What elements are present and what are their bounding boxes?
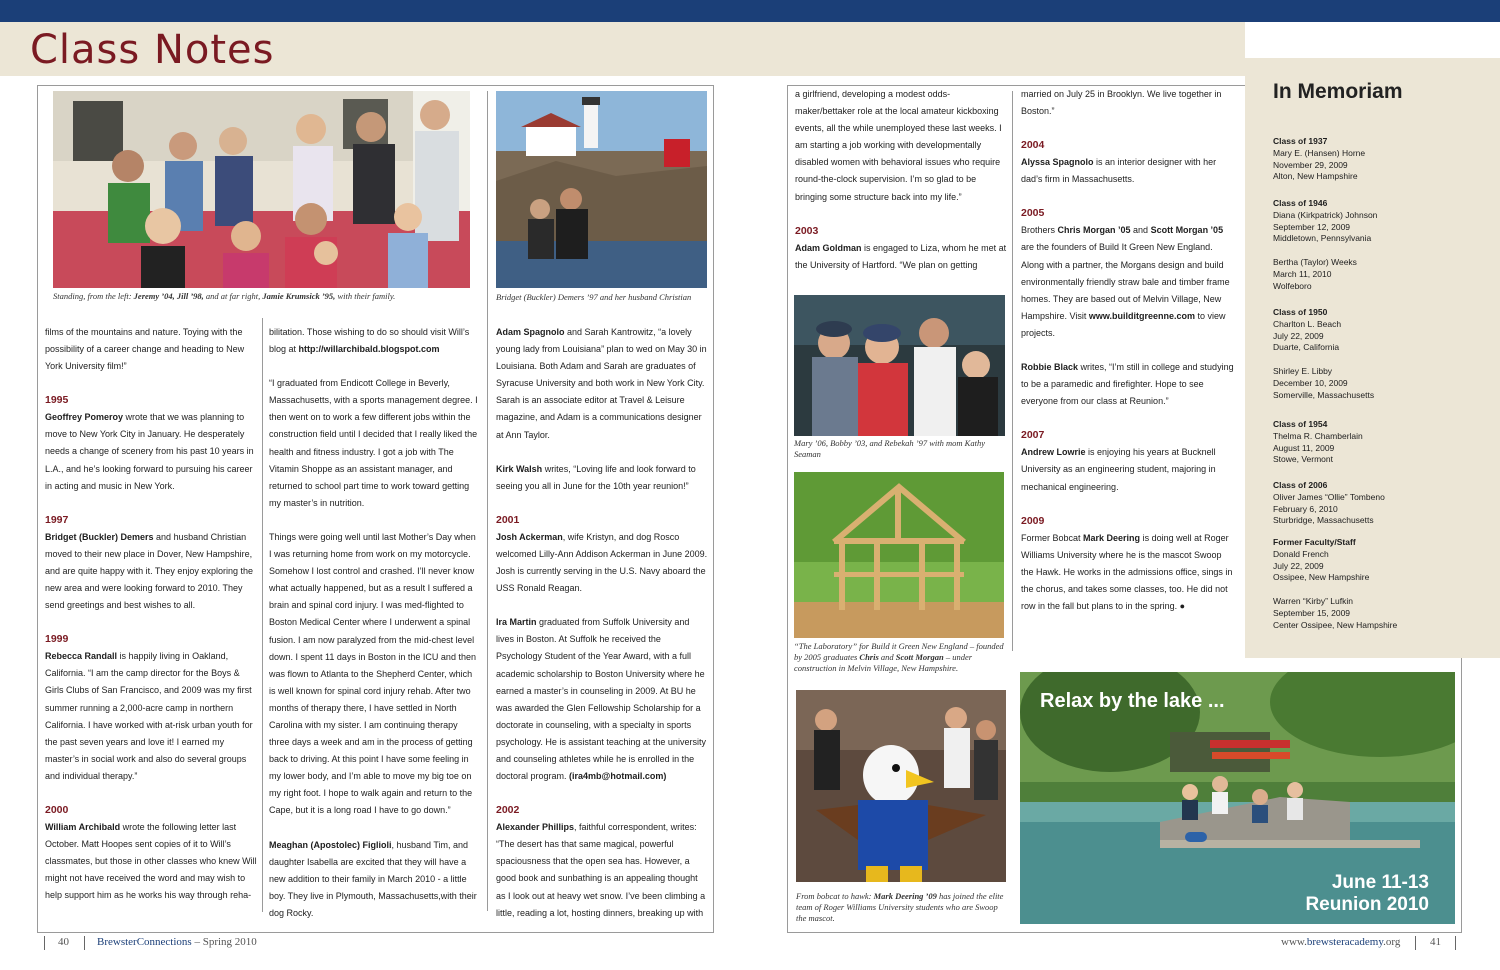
note-paragraph — [1021, 427, 1234, 495]
memoriam-name: Bertha (Taylor) Weeks — [1273, 257, 1357, 268]
timber-frame-caption — [794, 641, 1009, 674]
note-paragraph — [269, 324, 480, 358]
bold-name: William Archibald — [45, 821, 121, 832]
text-run: writes, “Loving life and look forward to seeing you all in June for the 10th year reunion!” — [496, 463, 696, 491]
memoriam-class-label: Class of 1950 — [1273, 307, 1328, 317]
note-paragraph — [1021, 137, 1234, 188]
text-run: is happily living in Oakland, California. “I am the camp director for the Boys & Girls Clubs of San Francisco, and 2009 was my first summer running a 2,000-acre camp in northern California. I have worked with at-risk urban youth for the past seven years and love it! I earned my master’s in social work and also do several groups and individual therapy.” — [45, 651, 253, 781]
memoriam-place: Duarte, California — [1273, 342, 1340, 353]
memoriam-name: Shirley E. Libby — [1273, 366, 1333, 377]
class-year-heading: 2000 — [45, 803, 69, 816]
bold-name: Andrew Lowrie — [1021, 447, 1086, 458]
memoriam-entry — [1273, 366, 1493, 401]
lighthouse-photo — [496, 91, 707, 288]
column-divider — [262, 318, 263, 912]
memoriam-name: Mary E. (Hansen) Horne — [1273, 147, 1366, 158]
memoriam-group — [1273, 198, 1493, 293]
note-paragraph — [496, 512, 708, 597]
class-year-heading: 2001 — [496, 513, 520, 526]
memoriam-date: November 29, 2009 — [1273, 159, 1348, 170]
text-run: has joined the elite team of Roger Williams University students who are Swoop the mascot. — [796, 891, 1004, 923]
memoriam-place: Middletown, Pennsylvania — [1273, 233, 1372, 244]
text-run: is engaged to Liza, whom he met at the University of Hartford. “We plan on getting — [795, 242, 1007, 270]
text-run: Mary ’06, Bobby ’03, and Rebekah ’97 with mom Kathy Seaman — [794, 438, 985, 459]
footer-page-number-left: 40 — [58, 936, 69, 948]
memoriam-group — [1273, 537, 1493, 632]
bold-name: Kirk Walsh — [496, 463, 543, 474]
promo-date — [1305, 872, 1429, 916]
text-run: wrote that we was planning to move to New York City in January. He desperately needs a change of scenery from his past 10 years in L.A., and he’s looking forward to pursuing his career in acting and music in New York. — [45, 412, 254, 491]
bold-name: Alyssa Spagnolo — [1021, 157, 1094, 168]
promo-event: Reunion 2010 — [1305, 894, 1429, 915]
memoriam-group — [1273, 480, 1493, 527]
footer-page-number-right: 41 — [1430, 936, 1441, 948]
text-run: , wife Kristyn, and dog Rosco welcomed Lilly-Ann Addison Ackerman in June 2009. Josh is currently serving in the U.S. Navy aboard the USS Ronald Reagan. — [496, 531, 708, 594]
note-paragraph — [45, 324, 258, 375]
text-run: with their family. — [335, 291, 396, 301]
memoriam-date: July 22, 2009 — [1273, 330, 1324, 341]
text-run: From bobcat to hawk: — [796, 891, 874, 901]
class-year-heading: 1995 — [45, 394, 69, 407]
memoriam-date: March 11, 2010 — [1273, 268, 1332, 279]
mascot-photo — [796, 690, 1006, 882]
column-divider — [487, 91, 488, 911]
text-run: a girlfriend, developing a modest odds-maker/bettaker role at the local amateur kickboxing events, all the while unemployed these last weeks. I am starting a job working with developmentally disabled women with behavioral issues who require round-the-clock supervision. I’m so glad to be bringing some structure back into my life.” — [795, 89, 1002, 202]
text-run: Standing, from the left: — [53, 291, 134, 301]
memoriam-name: Donald French — [1273, 548, 1329, 559]
memoriam-date: July 22, 2009 — [1273, 560, 1324, 571]
footer-rule — [44, 936, 45, 950]
note-paragraph — [496, 614, 708, 785]
footer-site-name: brewsteracademy — [1306, 936, 1384, 948]
memoriam-entry — [1273, 210, 1493, 245]
text-run: is enjoying his years at Bucknell University as an engineering student, majoring in mechanical engineering. — [1021, 447, 1216, 492]
text-run: writes, “I’m still in college and studying to be a paramedic and firefighter. Hope to see everyone from our class at Reunion.” — [1021, 362, 1234, 407]
memoriam-date: December 10, 2009 — [1273, 377, 1348, 388]
text-run: – under construction in Melvin Village, New Hampshire. — [794, 652, 973, 673]
note-paragraph — [1021, 86, 1234, 120]
bold-name: Bridget (Buckler) Demers — [45, 531, 154, 542]
memoriam-entry — [1273, 549, 1493, 584]
group-photo-caption — [794, 438, 994, 460]
memoriam-name: Oliver James “Ollie” Tombeno — [1273, 491, 1385, 502]
notes-column-1 — [45, 324, 258, 909]
footer-publication — [97, 936, 257, 948]
memoriam-date: September 15, 2009 — [1273, 607, 1351, 618]
memoriam-entry — [1273, 492, 1493, 527]
text-run: Brothers — [1021, 225, 1058, 236]
bold-name: Robbie Black — [1021, 362, 1079, 373]
text-run: and at far right, — [203, 291, 263, 301]
text-run: is doing well at Roger Williams University where he is the mascot Swoop the Hawk. He works in the admissions office, sings in the chorus, and takes some classes, too. He did not row in the fall but plans to in the spring. ● — [1021, 532, 1233, 611]
note-paragraph — [496, 461, 708, 495]
note-paragraph — [496, 802, 708, 922]
note-paragraph — [795, 223, 1007, 274]
notes-column-5 — [1021, 86, 1234, 621]
note-paragraph — [45, 802, 258, 904]
bold-name: Adam Spagnolo — [496, 327, 565, 337]
footer-site-prefix: www. — [1281, 936, 1307, 948]
memoriam-place: Somerville, Massachusetts — [1273, 389, 1375, 400]
memoriam-name: Diana (Kirkpatrick) Johnson — [1273, 209, 1378, 220]
class-year-heading: 1999 — [45, 633, 69, 646]
notes-column-2 — [269, 324, 480, 929]
promo-headline: Relax by the lake ... — [1040, 690, 1225, 712]
memoriam-name: Thelma R. Chamberlain — [1273, 430, 1363, 441]
bold-name: Chris — [859, 652, 879, 662]
note-paragraph — [269, 529, 480, 820]
text-run: and — [1130, 225, 1151, 236]
bold-name: www.builditgreenne.com — [1088, 310, 1196, 321]
text-run: bilitation. Those wishing to do so should visit Will’s blog at — [269, 327, 470, 355]
bold-name: Scott Morgan — [895, 652, 944, 662]
text-run: married on July 25 in Brooklyn. We live together in Boston.” — [1021, 89, 1222, 117]
footer-site-suffix: .org — [1383, 936, 1401, 948]
memoriam-place: Stowe, Vermont — [1273, 454, 1334, 465]
text-run: “I graduated from Endicott College in Beverly, Massachusetts, with a sports management degree. I then went on to work a few different jobs within the construction field until I decided that I really liked the health and fitness industry. I got a job with The Vitamin Shoppe as an assistant manager, and returned to school part time to work toward getting my master’s in nutrition. — [269, 378, 478, 508]
footer-rule — [84, 936, 85, 950]
footer-issue: – Spring 2010 — [191, 936, 257, 948]
bold-name: Scott Morgan ’05 — [1150, 225, 1224, 236]
memoriam-date: August 11, 2009 — [1273, 442, 1335, 453]
text-run: graduated from Suffolk University and lives in Boston. At Suffolk he received the Psychology Student of the Year Award, with a full academic scholarship to Boston University where he earned a master’s in counseling in 2009. At BU he was awarded the Glen Fellowship Scholarship for a doctorate in counseling, with a specialty in sports psychology. He is assistant teaching at the university and counseling athletes while he is enrolled in the doctoral program. — [496, 617, 706, 782]
text-run: to view projects. — [1021, 310, 1226, 338]
bold-name: Mark Deering ’09 — [873, 891, 937, 901]
memoriam-name: Charlton L. Beach — [1273, 318, 1342, 329]
reunion-promo-photo — [1020, 672, 1455, 924]
bold-name: http://willarchibald.blogspot.com — [298, 344, 440, 355]
bold-name: Ira Martin — [496, 617, 537, 628]
top-color-bar — [0, 0, 1500, 22]
memoriam-place: Alton, New Hampshire — [1273, 171, 1358, 182]
lighthouse-photo-caption — [496, 292, 716, 303]
memoriam-class-label: Class of 1946 — [1273, 198, 1328, 208]
bold-name: (ira4mb@hotmail.com) — [569, 771, 667, 782]
text-run: wrote the following letter last October. Matt Hoopes sent copies of it to Will’s classmates, but those in other classes who knew Will might not have received the word and may wish to help support him as he works his way through reha- — [45, 821, 257, 901]
note-paragraph — [1021, 205, 1234, 342]
note-paragraph — [496, 324, 708, 444]
footer-rule — [1455, 936, 1456, 950]
page-title: Class Notes — [30, 27, 275, 73]
footer-website[interactable] — [1281, 936, 1400, 948]
bold-name: Jeremy ’04, Jill ’98, — [133, 291, 204, 301]
memoriam-place: Sturbridge, Massachusetts — [1273, 515, 1374, 526]
memoriam-class-label: Class of 1937 — [1273, 136, 1328, 146]
group-photo — [794, 295, 1005, 436]
bold-name: Josh Ackerman — [496, 531, 563, 542]
timber-frame-photo — [794, 472, 1004, 638]
note-paragraph — [269, 375, 480, 512]
bold-name: Geoffrey Pomeroy — [45, 412, 124, 423]
class-year-heading: 2003 — [795, 224, 819, 237]
class-year-heading: 2002 — [496, 804, 520, 817]
memoriam-date: September 12, 2009 — [1273, 221, 1351, 232]
memoriam-entry — [1273, 596, 1493, 631]
notes-column-4 — [795, 86, 1007, 276]
memoriam-name: Warren “Kirby” Lufkin — [1273, 596, 1353, 607]
note-paragraph — [795, 86, 1007, 206]
bold-name: Meaghan (Apostolec) Figlioli — [269, 839, 392, 850]
class-year-heading: 2004 — [1021, 139, 1045, 152]
memoriam-group — [1273, 136, 1493, 183]
mascot-photo-caption — [796, 891, 1008, 924]
text-run: and — [878, 652, 896, 662]
memoriam-place: Wolfeboro — [1273, 280, 1312, 291]
text-run: Things were going well until last Mother’s Day when I was returning home from work on my motorcycle. Somehow I lost control and crashed. I’ll never know what actually happened, but as a result I suffered a brain and spinal cord injury. I was med-flighted to Boston Medical Center where I underwent a spinal fusion. I am now paralyzed from the mid-chest level down. I spent 11 days in Boston in the ICU and then was flown to Atlanta to the Shepherd Center, which is well known for spinal cord injury rehab. After two months of therapy there, I have settled in North Carolina with my sister. I am continuing therapy three days a week and am in the process of getting back to driving. At this point I have some feeling in my lower body, and I’m able to move my big toe on my right foot. I hope to walk again and return to the Cape, but it is a long road I have to go down.” — [269, 531, 476, 816]
bold-name: Rebecca Randall — [45, 651, 118, 662]
footer-rule — [1415, 936, 1416, 950]
text-run: Bridget (Buckler) Demers ’97 and her husband Christian — [496, 292, 692, 302]
text-run: and Sarah Kantrowitz, “a lovely young lady from Louisiana” plan to wed on May 30 in Louisiana. Both Adam and Sarah are graduates of Syracuse University and both work in New York City. Sarah is an associate editor at Travel & Leisure magazine, and Adam is a communications designer at Ann Taylor. — [496, 327, 707, 440]
column-divider — [1012, 91, 1013, 651]
class-year-heading: 2005 — [1021, 207, 1045, 220]
text-run: , faithful correspondent, writes: “The desert has that same magical, powerful spaciousness that the open sea has. However, a good book and sunbathing is an appealing thought as I look out at heavy wet snow. I’ve been climbing a little, reading a lot, hosting dinners, breaking up with — [496, 822, 706, 918]
text-run: are the founders of Build It Green New England. Along with a partner, the Morgans design and build environmentally friendly straw bale and timber frame homes. They are based out of Melvin Village, New Hampshire. Visit — [1021, 242, 1230, 321]
text-run: is an interior designer with her dad’s firm in Massachusetts. — [1021, 157, 1217, 185]
notes-column-3 — [496, 324, 708, 929]
note-paragraph — [1021, 359, 1234, 410]
memoriam-place: Ossipee, New Hampshire — [1273, 572, 1370, 583]
memoriam-group — [1273, 419, 1493, 466]
in-memoriam-title: In Memoriam — [1273, 80, 1403, 103]
text-run: , husband Tim, and daughter Isabella are excited that they will have a new addition to their family in March 2010 - a little boy. They live in Plymouth, Massachusetts,with their dog Rocky. — [269, 839, 477, 918]
note-paragraph — [1021, 513, 1234, 615]
bold-name: Alexander Phillips — [496, 822, 575, 833]
text-run: “The Laboratory” for Build it Green New England – founded by 2005 graduates — [794, 641, 1004, 662]
note-paragraph — [45, 631, 258, 785]
class-year-heading: 1997 — [45, 513, 69, 526]
memoriam-date: February 6, 2010 — [1273, 503, 1338, 514]
promo-date-range: June 11-13 — [1331, 872, 1429, 893]
note-paragraph — [45, 392, 258, 494]
family-photo — [53, 91, 470, 288]
footer-brand: BrewsterConnections — [97, 936, 192, 948]
memoriam-class-label: Former Faculty/Staff — [1273, 537, 1356, 547]
memoriam-class-label: Class of 1954 — [1273, 419, 1328, 429]
in-memoriam-sidebar — [1245, 58, 1500, 658]
memoriam-entry — [1273, 319, 1493, 354]
bold-name: Mark Deering — [1083, 532, 1141, 543]
memoriam-place: Center Ossipee, New Hampshire — [1273, 619, 1398, 630]
bold-name: Chris Morgan ’05 — [1057, 225, 1131, 236]
memoriam-entry — [1273, 431, 1493, 466]
class-year-heading: 2007 — [1021, 429, 1045, 442]
note-paragraph — [269, 837, 480, 922]
text-run: and husband Christian moved to their new place in Dover, New Hampshire, and are quite happy with it. They enjoy exploring the new area and were looking forward to 2010. They send greetings and best wishes to all. — [45, 531, 253, 611]
class-year-heading: 2009 — [1021, 514, 1045, 527]
family-photo-caption — [53, 291, 473, 302]
memoriam-entry — [1273, 257, 1493, 292]
memoriam-entry — [1273, 148, 1493, 183]
memoriam-class-label: Class of 2006 — [1273, 480, 1328, 490]
note-paragraph — [45, 512, 258, 614]
memoriam-group — [1273, 307, 1493, 402]
text-run: Former Bobcat — [1021, 532, 1084, 543]
bold-name: Jamie Krumsick ’95, — [262, 291, 336, 301]
bold-name: Adam Goldman — [795, 242, 862, 253]
text-run: films of the mountains and nature. Toying with the possibility of a career change and heading to New York University film!” — [45, 327, 245, 372]
